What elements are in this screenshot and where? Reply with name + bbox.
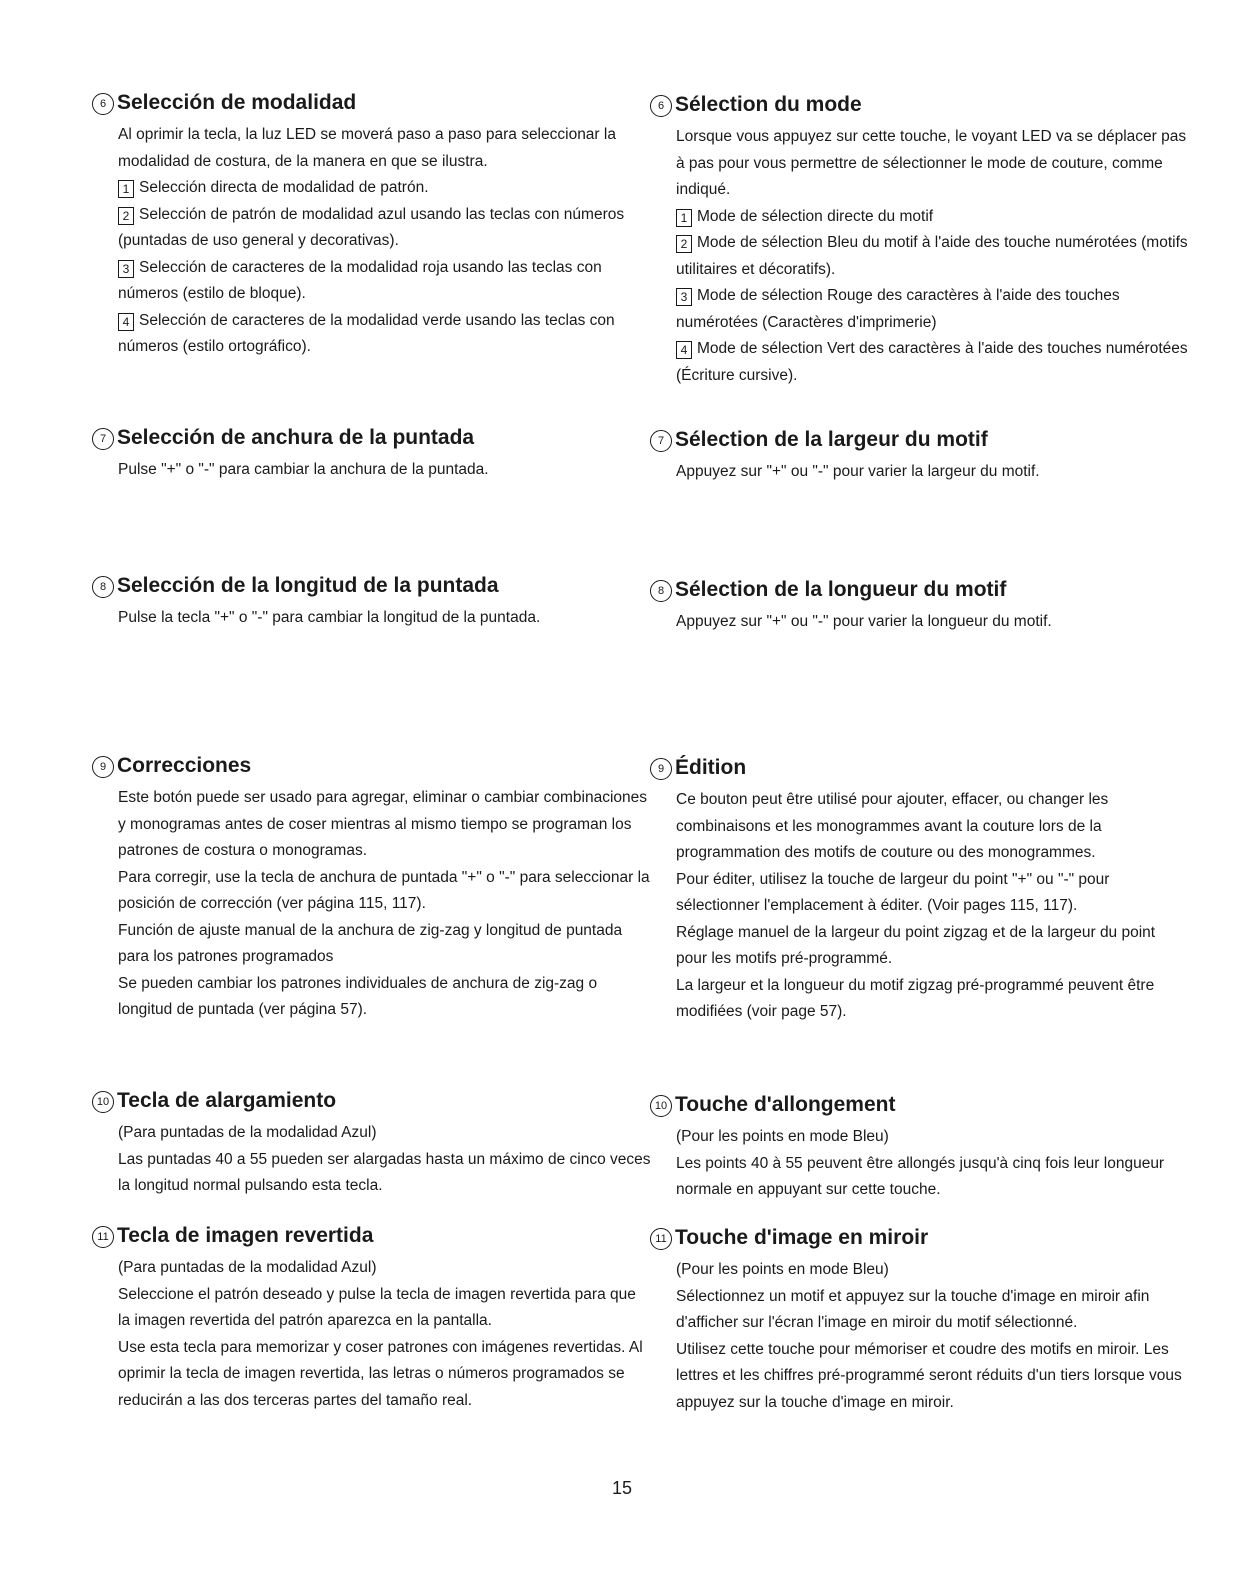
paragraph: Les points 40 à 55 peuvent être allongés jusqu'à cinq fois leur longueur normale en appuyant sur cette touche. (676, 1154, 1165, 1198)
section-title: 6 Selección de modalidad (92, 90, 652, 116)
section-title: 9 Édition (650, 755, 1190, 781)
paragraph: Se pueden cambiar los patrones individuales de anchura de zig-zag o longitud de puntada (ver página 57). (118, 974, 598, 1018)
paragraph: Lorsque vous appuyez sur cette touche, le voyant LED va se déplacer pas à pas pour vous permettre de sélectionner le mode de couture, comme indiqué. (676, 128, 1187, 198)
section-stitch-length-fr (650, 577, 1190, 636)
section-number: 10 (92, 1091, 114, 1113)
page-number: 15 (611, 1478, 633, 1498)
section-number: 8 (92, 576, 114, 598)
section-stitch-width-fr (650, 427, 1190, 486)
section-mode-selection-fr (650, 92, 1190, 389)
paragraph: (Pour les points en mode Bleu) (676, 1261, 889, 1278)
list-item: 1 Mode de sélection directe du motif (676, 204, 1190, 231)
paragraph: (Para puntadas de la modalidad Azul) (118, 1259, 377, 1276)
section-title: 8 Selección de la longitud de la puntada (92, 573, 652, 599)
paragraph: Utilisez cette touche pour mémoriser et coudre des motifs en miroir. Les lettres et les chiffres pré-programmé seront réduits d'un tiers lorsque vous appuyez sur la touche d'image en miroir. (676, 1340, 1182, 1411)
section-title: 7 Sélection de la largeur du motif (650, 427, 1190, 453)
list-item: 3 Selección de caracteres de la modalidad roja usando las teclas con números (estilo de bloque). (118, 258, 602, 302)
list-item: 3 Mode de sélection Rouge des caractères à l'aide des touches numérotées (Caractères d'imprimerie) (676, 287, 1120, 331)
section-number: 7 (92, 428, 114, 450)
paragraph: Este botón puede ser usado para agregar, eliminar o cambiar combinaciones y monogramas antes de coser mientras al mismo tiempo se programan los patrones de costura o monogramas. (118, 789, 648, 859)
paragraph: Appuyez sur "+" ou "-" pour varier la largeur du motif. (676, 463, 1040, 480)
section-edition-fr (650, 755, 1190, 1026)
paragraph: Sélectionnez un motif et appuyez sur la touche d'image en miroir afin d'afficher sur l'écran l'image en miroir du motif sélectionné. (676, 1287, 1150, 1331)
section-title: 10 Tecla de alargamiento (92, 1088, 652, 1114)
section-number: 8 (650, 580, 672, 602)
section-body (92, 457, 652, 484)
paragraph: (Pour les points en mode Bleu) (676, 1128, 889, 1145)
section-body (650, 609, 1190, 636)
section-title: 6 Sélection du mode (650, 92, 1190, 118)
list-item: 4 Selección de caracteres de la modalidad verde usando las teclas con números (estilo ortográfico). (118, 311, 615, 355)
section-stitch-width-es (92, 425, 652, 484)
section-number: 9 (92, 756, 114, 778)
list-item: 2 Selección de patrón de modalidad azul usando las teclas con números (puntadas de uso general y decorativas). (118, 205, 625, 249)
section-elongation-es (92, 1088, 652, 1200)
section-body (92, 122, 652, 361)
paragraph: Ce bouton peut être utilisé pour ajouter, effacer, ou changer les combinaisons et les monogrammes avant la couture lors de la programmation des motifs de couture ou des monogrammes. (676, 791, 1109, 861)
section-body (650, 1257, 1190, 1416)
paragraph: Seleccione el patrón deseado y pulse la tecla de imagen revertida para que la imagen revertida del patrón aparezca en la pantalla. (118, 1285, 636, 1329)
list-item: 2 Mode de sélection Bleu du motif à l'aide des touche numérotées (motifs utilitaires et décoratifs). (676, 234, 1188, 278)
section-title: 11 Touche d'image en miroir (650, 1225, 1190, 1251)
paragraph: Réglage manuel de la largeur du point zigzag et de la largeur du point pour les motifs pré-programmé. (676, 923, 1156, 967)
section-body (650, 1124, 1190, 1204)
section-stitch-length-es (92, 573, 652, 632)
paragraph: Función de ajuste manual de la anchura de zig-zag y longitud de puntada para los patrones programados (118, 921, 623, 965)
paragraph: Appuyez sur "+" ou "-" pour varier la longueur du motif. (676, 613, 1052, 630)
section-body (650, 787, 1190, 1026)
section-body (92, 1255, 652, 1414)
paragraph: Pour éditer, utilisez la touche de largeur du point "+" ou "-" pour sélectionner l'emplacement à éditer. (Voir pages 115, 117). (676, 870, 1110, 914)
section-title: 7 Selección de anchura de la puntada (92, 425, 652, 451)
paragraph: Las puntadas 40 a 55 pueden ser alargadas hasta un máximo de cinco veces la longitud normal pulsando esta tecla. (118, 1150, 651, 1194)
section-title: 9 Correcciones (92, 753, 652, 779)
section-mode-selection-es (92, 90, 652, 361)
paragraph: Pulse "+" o "-" para cambiar la anchura de la puntada. (118, 461, 489, 478)
section-body (92, 1120, 652, 1200)
section-title: 11 Tecla de imagen revertida (92, 1223, 652, 1249)
section-mirror-image-fr (650, 1225, 1190, 1416)
paragraph: (Para puntadas de la modalidad Azul) (118, 1124, 377, 1141)
section-corrections-es (92, 753, 652, 1024)
section-body (92, 785, 652, 1024)
paragraph: Pulse la tecla "+" o "-" para cambiar la longitud de la puntada. (118, 609, 541, 626)
section-elongation-fr (650, 1092, 1190, 1204)
list-item: 1 Selección directa de modalidad de patrón. (118, 175, 652, 202)
section-number: 6 (650, 95, 672, 117)
section-number: 6 (92, 93, 114, 115)
paragraph: Para corregir, use la tecla de anchura de puntada "+" o "-" para seleccionar la posición de corrección (ver página 115, 117). (118, 868, 650, 912)
section-title: 8 Sélection de la longueur du motif (650, 577, 1190, 603)
section-title: 10 Touche d'allongement (650, 1092, 1190, 1118)
section-number: 9 (650, 758, 672, 780)
list-item: 4 Mode de sélection Vert des caractères à l'aide des touches numérotées (Écriture cursive). (676, 340, 1188, 384)
paragraph: Use esta tecla para memorizar y coser patrones con imágenes revertidas. Al oprimir la tecla de imagen revertida, las letras o números programados se reducirán a las dos terceras partes del tamaño real. (118, 1338, 643, 1409)
section-body (650, 124, 1190, 389)
section-number: 10 (650, 1095, 672, 1117)
paragraph: La largeur et la longueur du motif zigzag pré-programmé peuvent être modifiées (voir page 57). (676, 976, 1155, 1020)
section-mirror-image-es (92, 1223, 652, 1414)
section-number: 11 (92, 1226, 114, 1248)
section-number: 11 (650, 1228, 672, 1250)
section-body (650, 459, 1190, 486)
paragraph: Al oprimir la tecla, la luz LED se moverá paso a paso para seleccionar la modalidad de costura, de la manera en que se ilustra. (118, 126, 616, 170)
section-body (92, 605, 652, 632)
section-number: 7 (650, 430, 672, 452)
